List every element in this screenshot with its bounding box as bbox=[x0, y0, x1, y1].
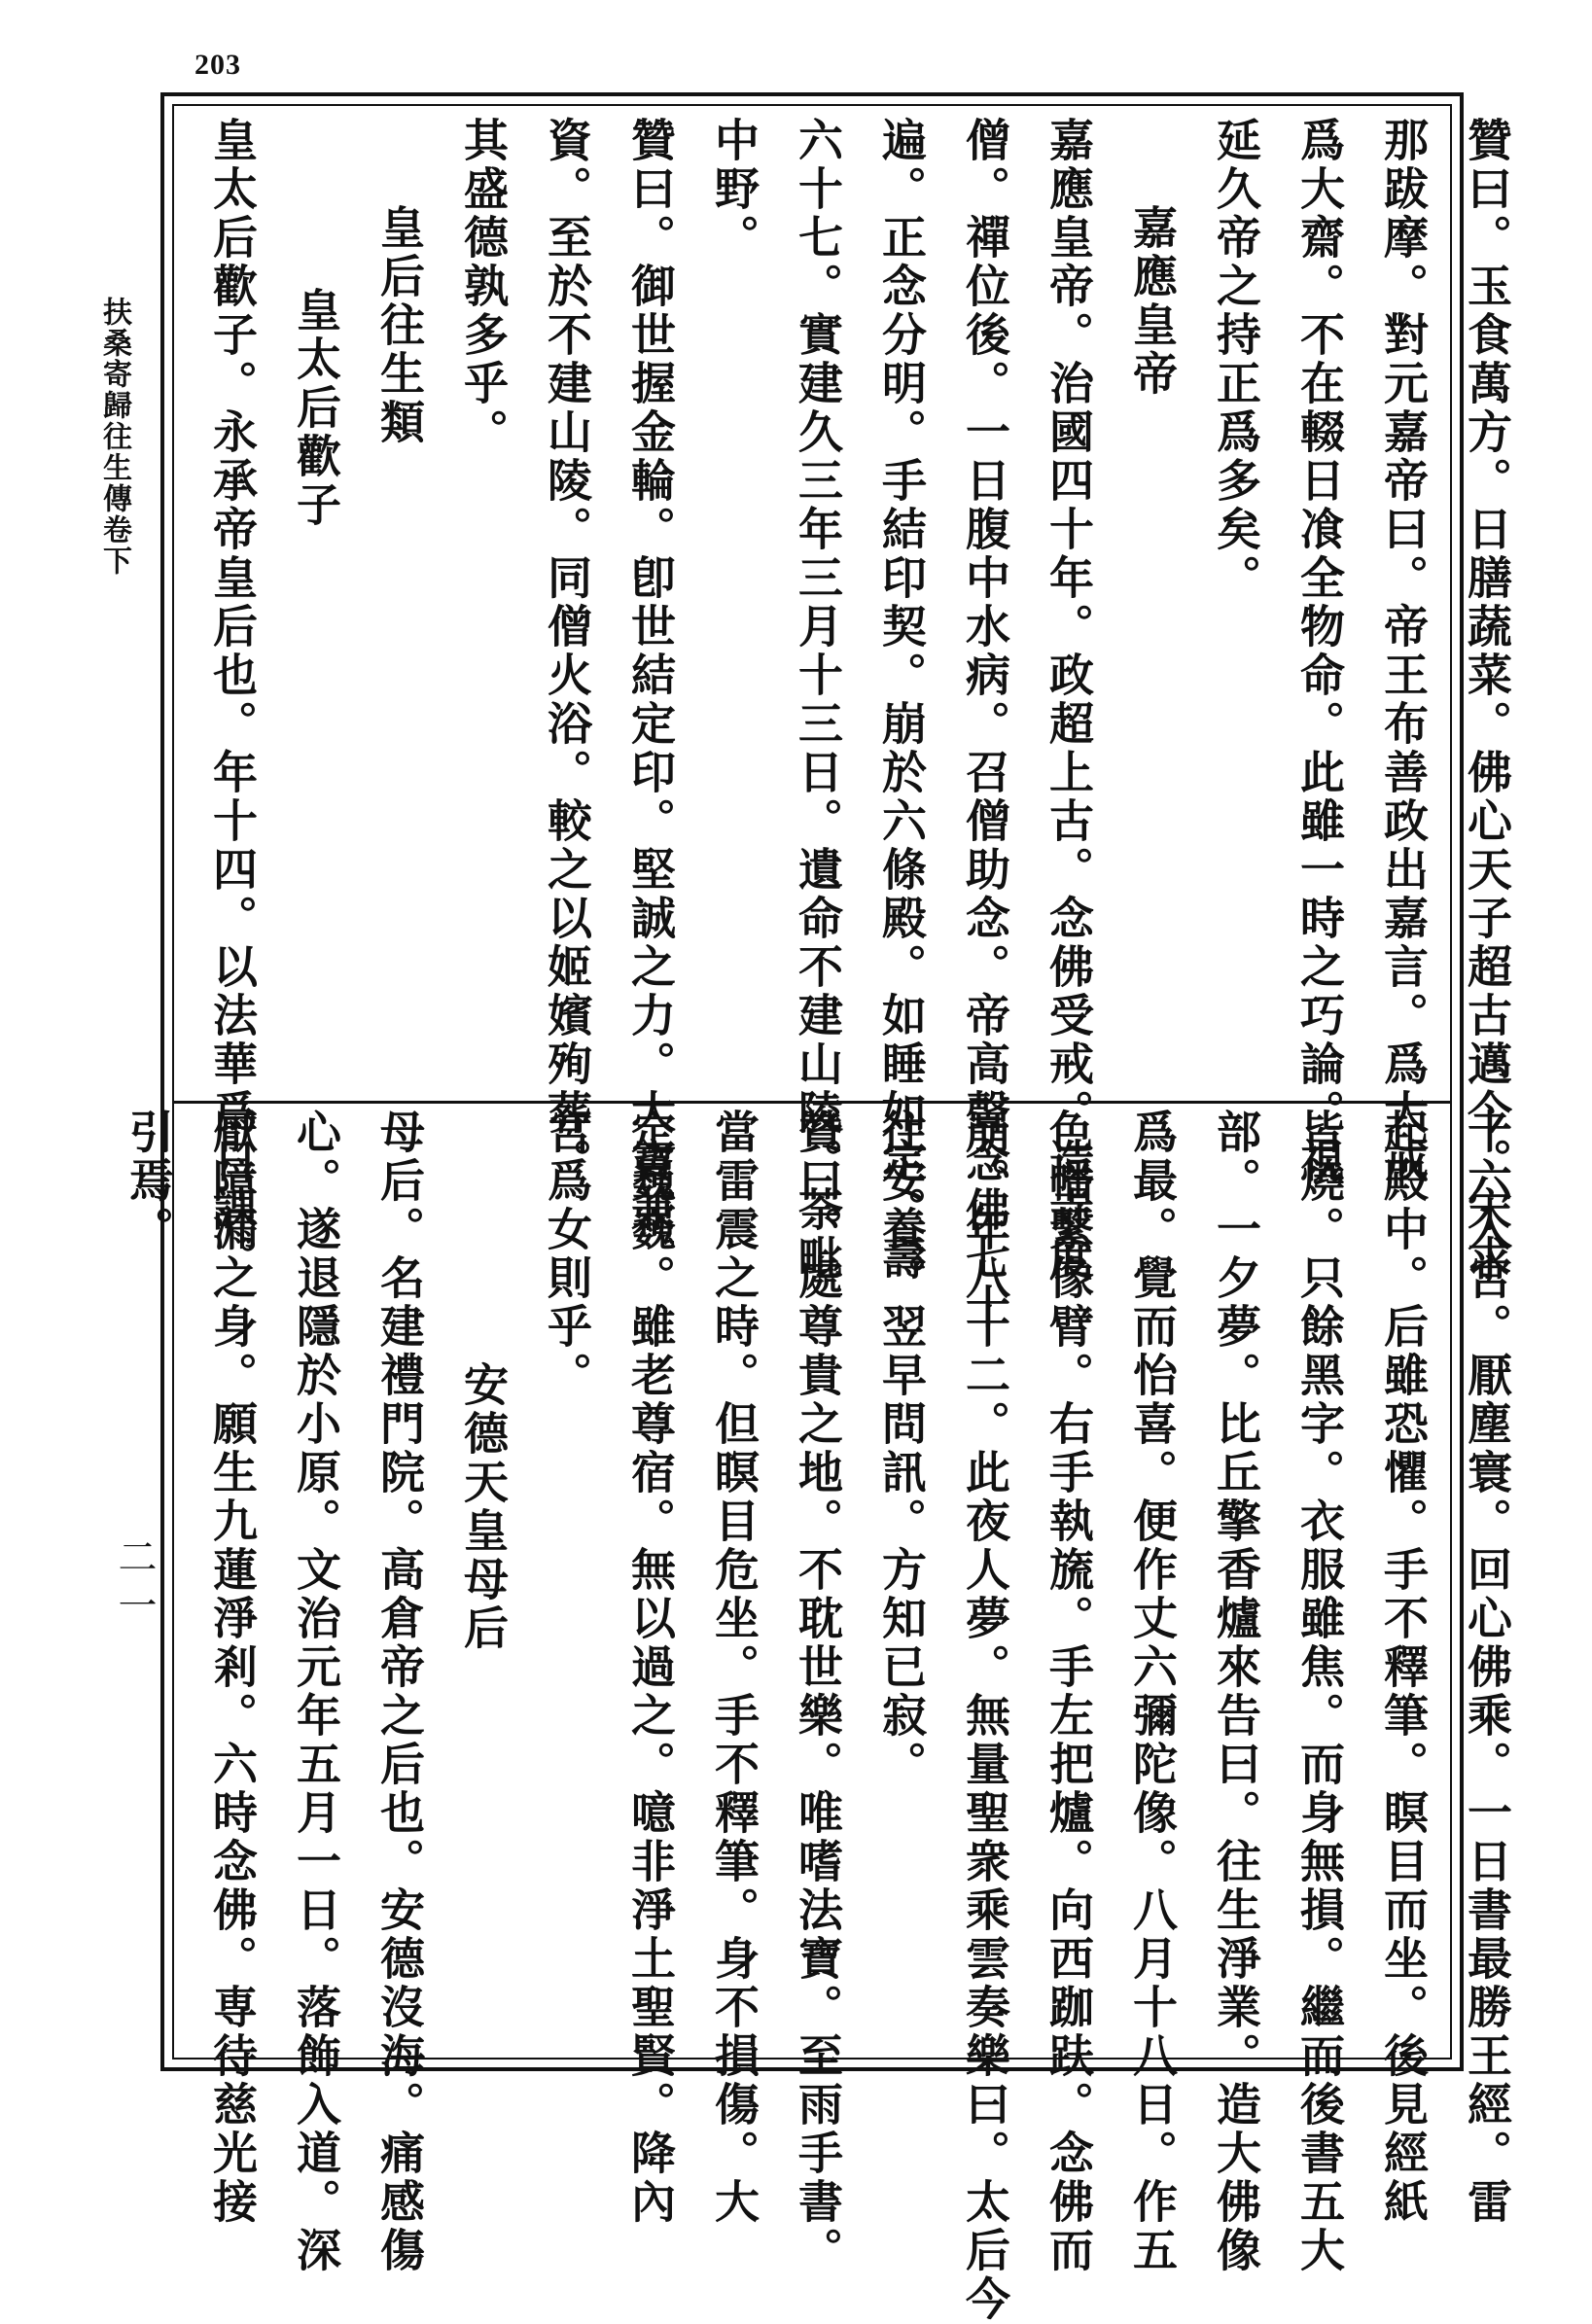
text-column: 部。一夕夢。比丘擎香爐來告曰。往生淨業。造大佛像 bbox=[1210, 1109, 1262, 2275]
section-heading: 嘉應皇帝 bbox=[1126, 204, 1179, 399]
text-column: 爲大齋。不在輟日飡全物命。此雖一時之巧論。視 bbox=[1293, 117, 1346, 1186]
text-column: 那跋摩。對元嘉帝曰。帝王布善政出嘉言。爲大戒 bbox=[1377, 117, 1430, 1186]
section-heading: 安德天皇母后 bbox=[457, 1361, 510, 1653]
text-column: 中野。 bbox=[708, 117, 761, 263]
text-column: 遍。正念分明。手結印契。崩於六條殿。如睡如定。壽 bbox=[875, 117, 928, 1284]
text-column: 引焉。 bbox=[123, 1109, 175, 1254]
text-column: 起殿中。后雖恐懼。手不釋筆。瞑目而坐。後見經紙 bbox=[1377, 1109, 1430, 2227]
running-title: 扶桑寄歸往生傳卷下 bbox=[97, 297, 131, 577]
text-column: 其盛德孰多乎。 bbox=[457, 117, 510, 457]
text-column: 贊曰。處尊貴之地。不耽世樂。唯嗜法寶。至雨手書。 bbox=[792, 1109, 844, 2275]
text-column: 宮爲女則乎。 bbox=[541, 1109, 593, 1400]
text-column: 定巍巍。雖老尊宿。無以過之。噫非淨土聖賢。降內 bbox=[624, 1109, 677, 2227]
text-column: 色幡繫像臂。右手執旒。手左把爐。向西跏趺。念佛而 bbox=[1043, 1109, 1095, 2275]
text-column: 心。遂退隱於小原。文治元年五月一日。落飾入道。深 bbox=[290, 1109, 342, 2275]
text-column: 母后。名建禮門院。高倉帝之后也。安德沒海。痛感傷 bbox=[373, 1109, 426, 2275]
text-column: 六十七。實建久三年三月十三日。遺命不建山陵。荼毗 bbox=[792, 117, 844, 1284]
text-column: 往安養。翌早問訊。方知已寂。 bbox=[875, 1109, 928, 1789]
text-column: 資。至於不建山陵。同僧火浴。較之以姬嬪殉葬。 bbox=[541, 117, 593, 1186]
folio-number: 二一 bbox=[112, 1536, 157, 1634]
text-column: 皆燒。只餘黑字。衣服雖焦。而身無損。繼而後書五大 bbox=[1293, 1109, 1346, 2275]
section-heading: 皇太后歡子 bbox=[290, 287, 342, 530]
text-column: 崩。年八十二。此夜人夢。無量聖衆乘雲奏樂曰。太后今 bbox=[959, 1109, 1011, 2324]
page-number: 203 bbox=[195, 49, 241, 81]
text-column: 當雷震之時。但瞑目危坐。手不釋筆。身不損傷。大 bbox=[708, 1109, 761, 2227]
text-column: 贊曰。御世握金輪。卽世結定印。堅誠之力。大寶兼 bbox=[624, 117, 677, 1235]
text-column: 十六入宮。厭塵寰。回心佛乘。一日書最勝王經。雷 bbox=[1461, 1109, 1513, 2227]
text-column: 僧。禪位後。一日腹中水病。召僧助念。帝高聲念佛七十 bbox=[959, 117, 1011, 1332]
text-column: 厭障漏之身。願生九蓮淨剎。六時念佛。専待慈光接 bbox=[206, 1109, 259, 2227]
section-heading: 皇后往生類 bbox=[373, 204, 426, 447]
text-column: 皇太后歡子。永承帝皇后也。年十四。以法華爲日課。 bbox=[206, 117, 259, 1284]
text-column: 爲最。覺而怡喜。便作丈六彌陀像。八月十八日。作五 bbox=[1126, 1109, 1179, 2275]
text-column: 延久帝之持正爲多矣。 bbox=[1210, 117, 1262, 603]
text-column: 嘉應皇帝。治國四十年。政超上古。念佛受戒。造寺度 bbox=[1043, 117, 1095, 1284]
text-column: 贊曰。玉食萬方。日膳蔬菜。佛心天子超古邁今。宋求 bbox=[1461, 117, 1513, 1284]
